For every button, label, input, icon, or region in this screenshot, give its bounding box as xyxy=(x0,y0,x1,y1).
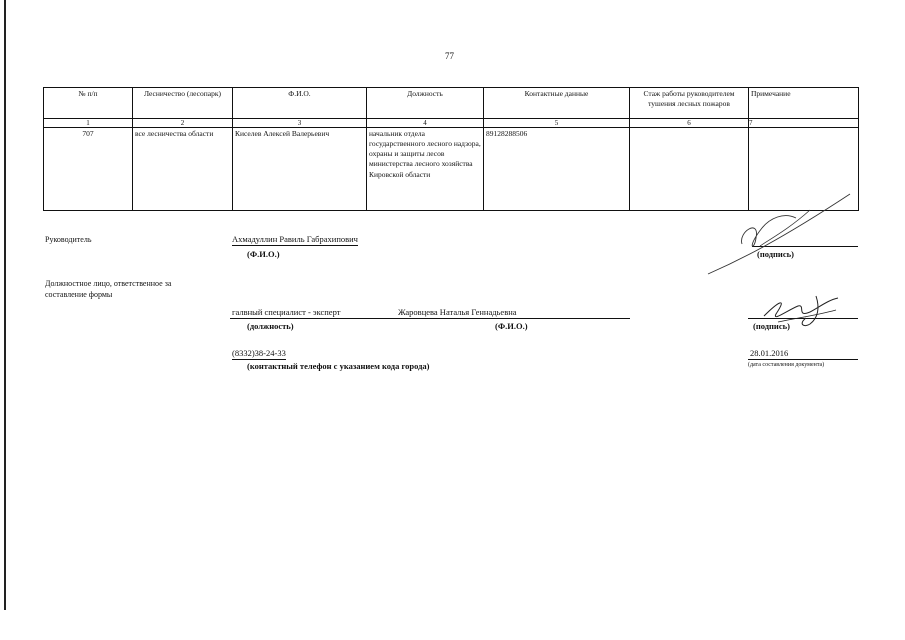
official-position: галвный специалист - эксперт xyxy=(232,307,341,317)
column-header: Примечание xyxy=(749,88,859,119)
column-header: № п/п xyxy=(44,88,133,119)
column-header: Ф.И.О. xyxy=(233,88,367,119)
official-line xyxy=(230,318,630,319)
head-signature-caption: (подпись) xyxy=(757,249,794,259)
table-cell: начальник отдела государственного лесного надзора, охраны и защиты лесов министерства лесного хозяйства Кировской области xyxy=(367,128,484,211)
position-caption: (должность) xyxy=(247,321,294,331)
column-header: Лесничество (лесопарк) xyxy=(133,88,233,119)
column-number: 5 xyxy=(484,119,630,128)
date-line xyxy=(748,359,858,360)
column-header: Должность xyxy=(367,88,484,119)
official-signature-icon xyxy=(758,294,848,334)
contact-phone: (8332)38-24-33 xyxy=(232,348,286,358)
column-number: 1 xyxy=(44,119,133,128)
official-signature-caption: (подпись) xyxy=(753,321,790,331)
date-caption: (дата составления документа) xyxy=(748,362,825,368)
table-cell: Киселев Алексей Валерьевич xyxy=(233,128,367,211)
head-name: Ахмадуллин Равиль Габрахипович xyxy=(232,234,358,244)
document-date: 28.01.2016 xyxy=(750,348,789,358)
official-name: Жаровцева Наталья Геннадьевна xyxy=(398,307,517,317)
column-header: Стаж работы руководителем тушения лесных пожаров xyxy=(630,88,749,119)
table-cell: 89128288506 xyxy=(484,128,630,211)
head-label: Руководитель xyxy=(45,235,92,244)
column-header: Контактные данные xyxy=(484,88,630,119)
table-header-row xyxy=(44,88,859,119)
column-number: 2 xyxy=(133,119,233,128)
official-fio-caption: (Ф.И.О.) xyxy=(495,321,528,331)
phone-caption: (контактный телефон с указанием кода города) xyxy=(247,361,430,371)
official-label: Должностное лицо, ответственное за составление формы xyxy=(45,279,172,299)
head-fio-caption: (Ф.И.О.) xyxy=(247,249,280,259)
page-edge-line xyxy=(4,0,6,610)
table-cell: 707 xyxy=(44,128,133,211)
column-number: 7 xyxy=(749,119,859,128)
page-number: 77 xyxy=(445,51,454,61)
column-number: 3 xyxy=(233,119,367,128)
table-cell: все лесничества области xyxy=(133,128,233,211)
column-number-row xyxy=(44,119,859,128)
column-number: 4 xyxy=(367,119,484,128)
head-signature-icon xyxy=(700,188,860,278)
column-number: 6 xyxy=(630,119,749,128)
